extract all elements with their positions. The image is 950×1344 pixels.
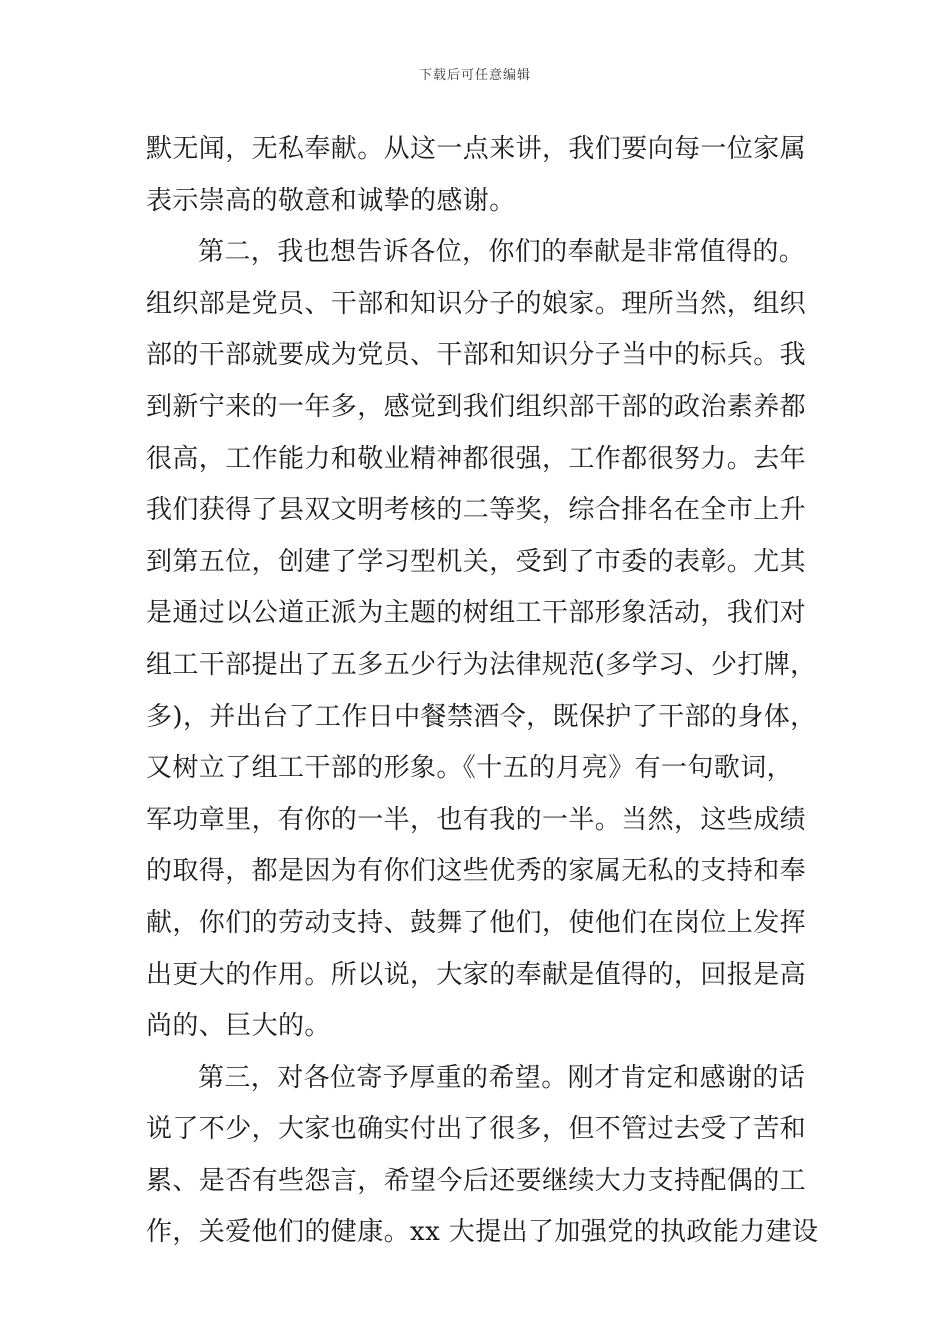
text-line: 多)，并出台了工作日中餐禁酒令，既保护了干部的身体， — [146, 701, 817, 732]
text-line: 军功章里，有你的一半，也有我的一半。当然，这些成绩 — [146, 804, 807, 835]
text-line: 默无闻，无私奉献。从这一点来讲，我们要向每一位家属 — [146, 134, 807, 164]
text-line: 作，关爱他们的健康。xx 大提出了加强党的执政能力建设 — [146, 1217, 819, 1248]
text-line: 献，你们的劳动支持、鼓舞了他们，使他们在岗位上发挥 — [146, 907, 807, 938]
text-line: 到第五位，创建了学习型机关，受到了市委的表彰。尤其 — [146, 546, 807, 577]
text-line: 到新宁来的一年多，感觉到我们组织部干部的政治素养都 — [146, 391, 807, 422]
document-body — [146, 124, 819, 1259]
text-line: 出更大的作用。所以说，大家的奉献是值得的，回报是高 — [146, 959, 807, 990]
text-line: 的取得，都是因为有你们这些优秀的家属无私的支持和奉 — [146, 856, 807, 887]
text-line: 组工干部提出了五多五少行为法律规范(多学习、少打牌， — [146, 649, 817, 680]
text-line: 部的干部就要成为党员、干部和知识分子当中的标兵。我 — [146, 340, 807, 371]
text-line: 我们获得了县双文明考核的二等奖，综合排名在全市上升 — [146, 495, 807, 526]
text-line: 尚的、巨大的。 — [146, 1011, 331, 1042]
paragraph-start-line: 第三，对各位寄予厚重的希望。刚才肯定和感谢的话 — [198, 1062, 806, 1093]
text-line: 很高，工作能力和敬业精神都很强，工作都很努力。去年 — [146, 443, 807, 474]
paragraph-start-line: 第二，我也想告诉各位，你们的奉献是非常值得的。 — [198, 237, 806, 268]
page-header: 下载后可任意编辑 — [418, 68, 531, 83]
text-line: 是通过以公道正派为主题的树组工干部形象活动，我们对 — [146, 598, 807, 629]
text-line: 组织部是党员、干部和知识分子的娘家。理所当然，组织 — [146, 288, 807, 319]
text-line: 又树立了组工干部的形象。《十五的月亮》有一句歌词， — [146, 753, 794, 784]
text-line: 说了不少，大家也确实付出了很多，但不管过去受了苦和 — [146, 1114, 807, 1145]
text-line: 表示崇高的敬意和诚挚的感谢。 — [146, 185, 516, 216]
text-line: 累、是否有些怨言，希望今后还要继续大力支持配偶的工 — [146, 1165, 807, 1196]
